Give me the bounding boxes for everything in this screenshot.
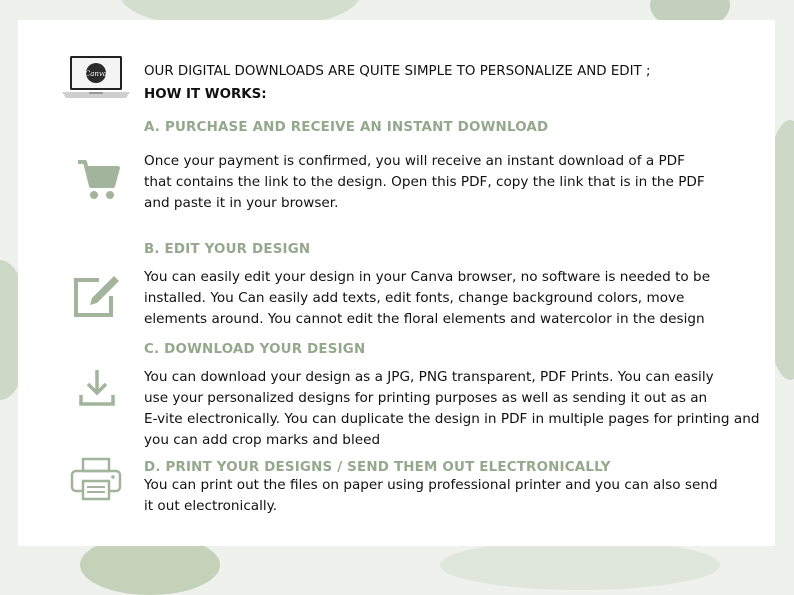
step-b-heading: B. EDIT YOUR DESIGN (144, 242, 311, 257)
download-icon (78, 368, 116, 408)
body-line: and paste it in your browser. (144, 195, 339, 211)
step-b-body (144, 267, 710, 330)
watercolor-leaf-decoration (440, 540, 720, 590)
laptop-icon (62, 54, 130, 100)
cart-icon (76, 158, 120, 202)
step-c-body (144, 367, 759, 451)
intro-text: OUR DIGITAL DOWNLOADS ARE QUITE SIMPLE TO PERSONALIZE AND EDIT ; (144, 64, 651, 79)
step-d-body (144, 475, 718, 517)
how-it-works-heading: HOW IT WORKS: (144, 87, 267, 102)
step-d-heading: D. PRINT YOUR DESIGNS / SEND THEM OUT ELECTRONICALLY (144, 460, 611, 475)
printer-icon (70, 457, 122, 501)
body-line: E-vite electronically. You can duplicate the design in PDF in multiple pages for printing and (144, 411, 760, 427)
laptop-screen-text: Canva (84, 70, 108, 78)
step-a-body (144, 151, 705, 214)
body-line: it out electronically. (144, 498, 278, 514)
body-line: installed. You Can easily add texts, edit fonts, change background colors, move (144, 290, 685, 306)
body-line: elements around. You cannot edit the floral elements and watercolor in the design (144, 311, 705, 327)
edit-icon (73, 274, 121, 318)
body-line: You can print out the files on paper using professional printer and you can also send (144, 477, 718, 493)
body-line: Once your payment is confirmed, you will receive an instant download of a PDF (144, 153, 685, 169)
body-line: You can easily edit your design in your Canva browser, no software is needed to be (144, 269, 711, 285)
body-line: use your personalized designs for printing purposes as well as sending it out as an (144, 390, 708, 406)
step-c-heading: C. DOWNLOAD YOUR DESIGN (144, 342, 366, 357)
body-line: you can add crop marks and bleed (144, 432, 381, 448)
step-a-heading: A. PURCHASE AND RECEIVE AN INSTANT DOWNLOAD (144, 120, 549, 135)
body-line: that contains the link to the design. Open this PDF, copy the link that is in the PDF (144, 174, 705, 190)
instructions-card (18, 20, 775, 546)
body-line: You can download your design as a JPG, PNG transparent, PDF Prints. You can easily (144, 369, 714, 385)
